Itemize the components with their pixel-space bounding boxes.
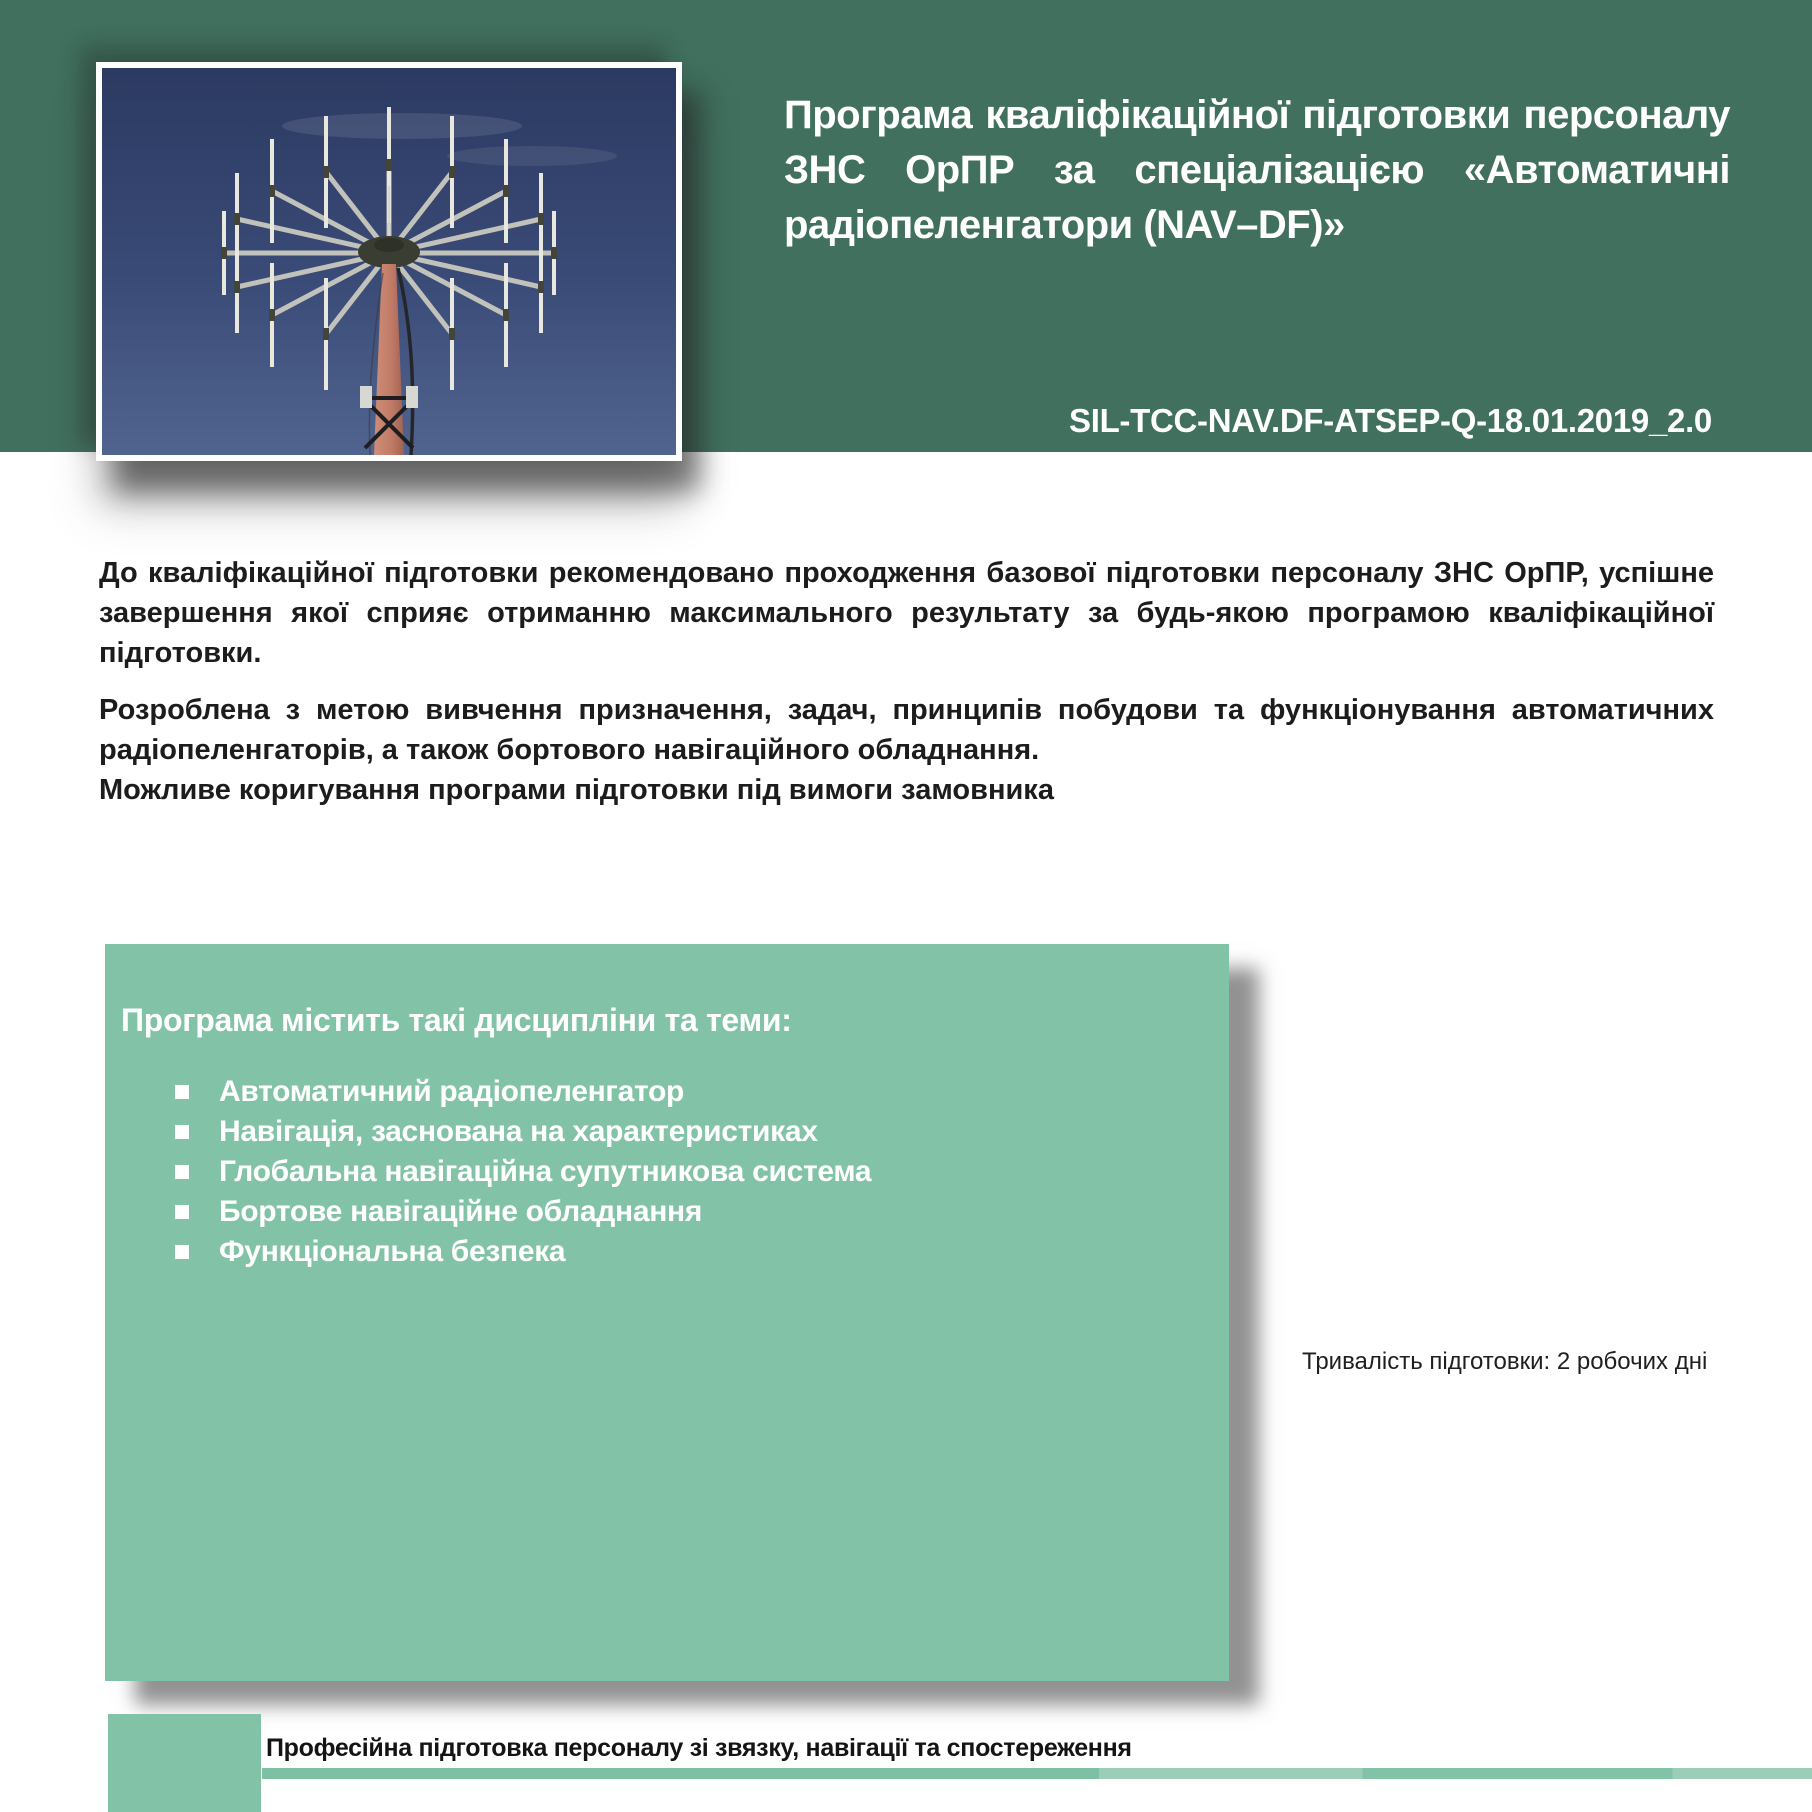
topic-item (175, 1112, 871, 1152)
footer-accent-line (262, 1768, 1812, 1779)
footer-accent-square (108, 1714, 261, 1812)
page-title-line-3: радіопеленгатори (NAV–DF)» (784, 203, 1345, 247)
topics-list (105, 1072, 871, 1272)
intro-paragraph-2 (99, 690, 1714, 810)
bullet-square-icon (175, 1125, 189, 1139)
topic-item-label: Бортове навігаційне обладнання (219, 1195, 703, 1228)
topic-item (175, 1192, 871, 1232)
intro-paragraph-1: До кваліфікаційної підготовки рекомендовано проходження базової підготовки персоналу ЗНС ОрПР, успішне завершення якої сприяє отриманню максимального результату за будь-якою програмою кваліфікаційної підготовки. (99, 557, 1714, 669)
antenna-photo-frame (96, 62, 682, 461)
customization-note: Можливе коригування програми підготовки під вимоги замовника (99, 774, 1054, 806)
document-code: SIL-TCC-NAV.DF-ATSEP-Q-18.01.2019_2.0 (1069, 402, 1712, 439)
topic-item-label: Функціональна безпека (219, 1235, 566, 1268)
topics-heading: Програма містить такі дисципліни та теми: (121, 1002, 792, 1038)
topic-item-label: Автоматичний радіопеленгатор (219, 1075, 685, 1108)
bullet-square-icon (175, 1085, 189, 1099)
topics-box (105, 944, 1229, 1681)
topic-item (175, 1232, 871, 1272)
page-title-line-1: Програма кваліфікаційної підготовки персоналу (784, 93, 1730, 137)
bullet-square-icon (175, 1205, 189, 1219)
page-title-line-2: ЗНС ОрПР за спеціалізацією «Автоматичні (784, 148, 1730, 192)
topic-item-label: Навігація, заснована на характеристиках (219, 1115, 818, 1148)
topic-item (175, 1072, 871, 1112)
bullet-square-icon (175, 1165, 189, 1179)
antenna-photo (102, 68, 676, 455)
footer-tagline: Професійна підготовка персоналу зі звязку, навігації та спостереження (266, 1734, 1132, 1762)
bullet-square-icon (175, 1245, 189, 1259)
topic-item-label: Глобальна навігаційна супутникова система (219, 1155, 872, 1188)
topic-item (175, 1152, 871, 1192)
page-title (784, 88, 1730, 253)
purpose-paragraph: Розроблена з метою вивчення призначення, задач, принципів побудови та функціонування автоматичних радіопеленгаторів, а також бортового навігаційного обладнання. (99, 694, 1714, 766)
duration-note: Тривалість підготовки: 2 робочих дні (1302, 1348, 1708, 1375)
